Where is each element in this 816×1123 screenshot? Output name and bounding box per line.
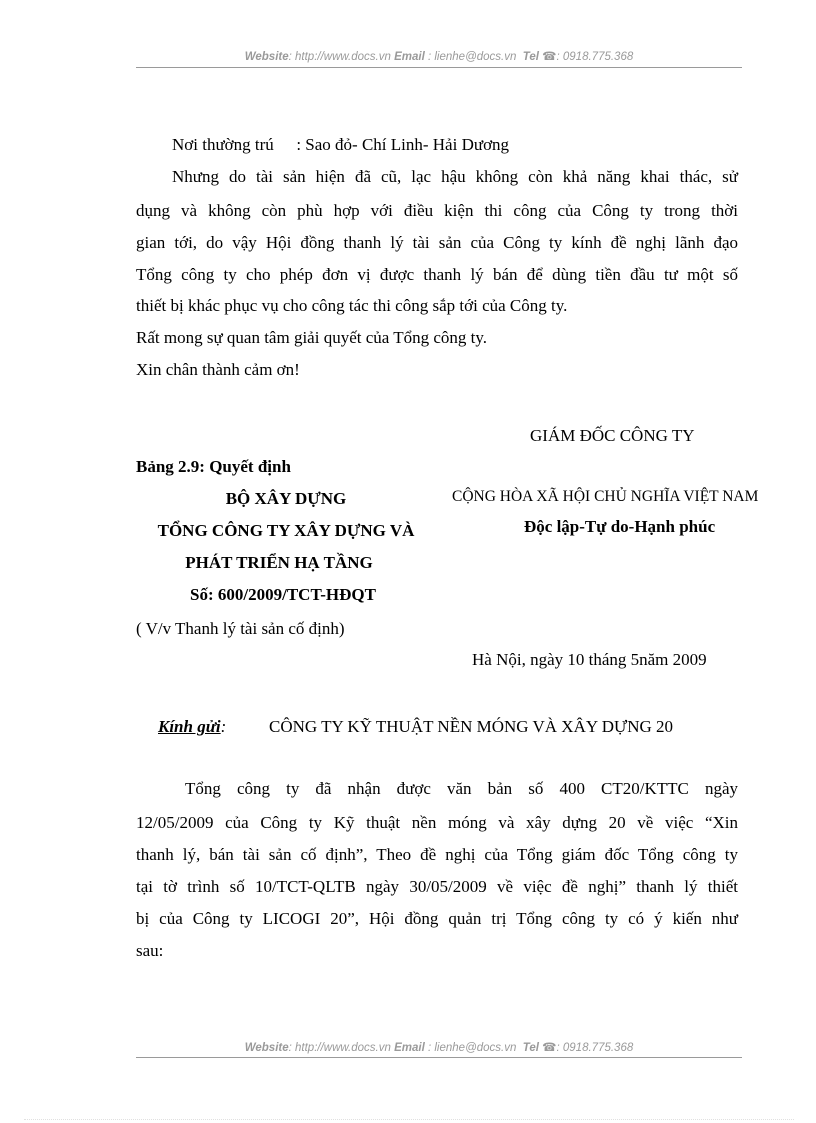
website-value: : http://www.docs.vn xyxy=(288,51,391,63)
footer-tel-label: Tel xyxy=(522,1042,539,1054)
footer-tel-value: : 0918.775.368 xyxy=(556,1042,634,1054)
org-corp-line-1: TỔNG CÔNG TY XÂY DỰNG VÀ xyxy=(157,521,415,540)
para2-line-4: tại tờ trình số 10/TCT-QLTB ngày 30/05/2009 về việc đề nghị” thanh lý thiết xyxy=(136,877,738,896)
republic-heading: CỘNG HÒA XÃ HỘI CHỦ NGHĨA VIỆT NAM xyxy=(452,488,759,505)
date-place: Hà Nội, ngày 10 tháng 5năm 2009 xyxy=(472,650,707,669)
para2-line-5: bị của Công ty LICOGI 20”, Hội đồng quản trị Tổng công ty có ý kiến như xyxy=(136,909,738,928)
para2-line-2: 12/05/2009 của Công ty Kỹ thuật nền móng và xây dựng 20 về việc “Xin xyxy=(136,813,738,832)
addressee-line xyxy=(158,717,226,737)
request-line: Rất mong sự quan tâm giải quyết của Tổng công ty. xyxy=(136,328,488,347)
doc-subject: ( V/v Thanh lý tài sản cố định) xyxy=(136,619,345,638)
footer-email-label: Email xyxy=(394,1042,425,1054)
para2-line-1: Tổng công ty đã nhận được văn bản số 400 CT20/KTTC ngày xyxy=(185,779,738,798)
footer-rule xyxy=(136,1057,742,1058)
signature-title: GIÁM ĐỐC CÔNG TY xyxy=(530,426,695,445)
tel-value: : 0918.775.368 xyxy=(556,51,634,63)
email-value: : lienhe@docs.vn xyxy=(427,51,517,63)
page-header xyxy=(136,49,742,63)
addressee-colon: : xyxy=(220,717,227,736)
para2-line-3: thanh lý, bán tài sản cố định”, Theo đề nghị của Tổng giám đốc Tổng công ty xyxy=(136,845,738,864)
residence-line xyxy=(172,135,509,155)
addressee-name: CÔNG TY KỸ THUẬT NỀN MÓNG VÀ XÂY DỰNG 20 xyxy=(269,717,674,736)
para1-line-5: thiết bị khác phục vụ cho công tác thi công sắp tới của Công ty. xyxy=(136,296,568,315)
para1-line-2: dụng và không còn phù hợp với điều kiện thi công của Công ty trong thời xyxy=(136,201,738,220)
footer-email-value: : lienhe@docs.vn xyxy=(427,1042,517,1054)
motto: Độc lập-Tự do-Hạnh phúc xyxy=(524,517,716,536)
phone-icon: ☎ xyxy=(542,51,557,63)
thanks-line: Xin chân thành cảm ơn! xyxy=(136,360,300,379)
footer-website-value: : http://www.docs.vn xyxy=(288,1042,391,1054)
residence-value: : Sao đỏ- Chí Linh- Hải Dương xyxy=(296,135,510,154)
email-label: Email xyxy=(394,51,425,63)
website-label: Website xyxy=(244,51,289,63)
page-bottom-border xyxy=(24,1119,794,1120)
table-caption: Bảng 2.9: Quyết định xyxy=(136,457,291,476)
addressee-label: Kính gửi xyxy=(158,717,221,736)
residence-label: Nơi thường trú xyxy=(172,135,274,154)
org-ministry: BỘ XÂY DỰNG xyxy=(225,489,347,508)
tel-label: Tel xyxy=(522,51,539,63)
para1-line-3: gian tới, do vậy Hội đồng thanh lý tài sản của Công ty kính đề nghị lãnh đạo xyxy=(136,233,738,252)
footer-phone-icon: ☎ xyxy=(542,1042,557,1054)
page-footer xyxy=(136,1040,742,1054)
header-rule xyxy=(136,67,742,68)
para1-line-1: Nhưng do tài sản hiện đã cũ, lạc hậu không còn khả năng khai thác, sử xyxy=(172,167,738,186)
footer-website-label: Website xyxy=(244,1042,289,1054)
para2-line-6: sau: xyxy=(136,941,164,960)
doc-number: Số: 600/2009/TCT-HĐQT xyxy=(190,585,376,604)
org-corp-line-2: PHÁT TRIỂN HẠ TẦNG xyxy=(185,553,373,572)
para1-line-4: Tổng công ty cho phép đơn vị được thanh lý bán để dùng tiền đầu tư một số xyxy=(136,265,738,284)
